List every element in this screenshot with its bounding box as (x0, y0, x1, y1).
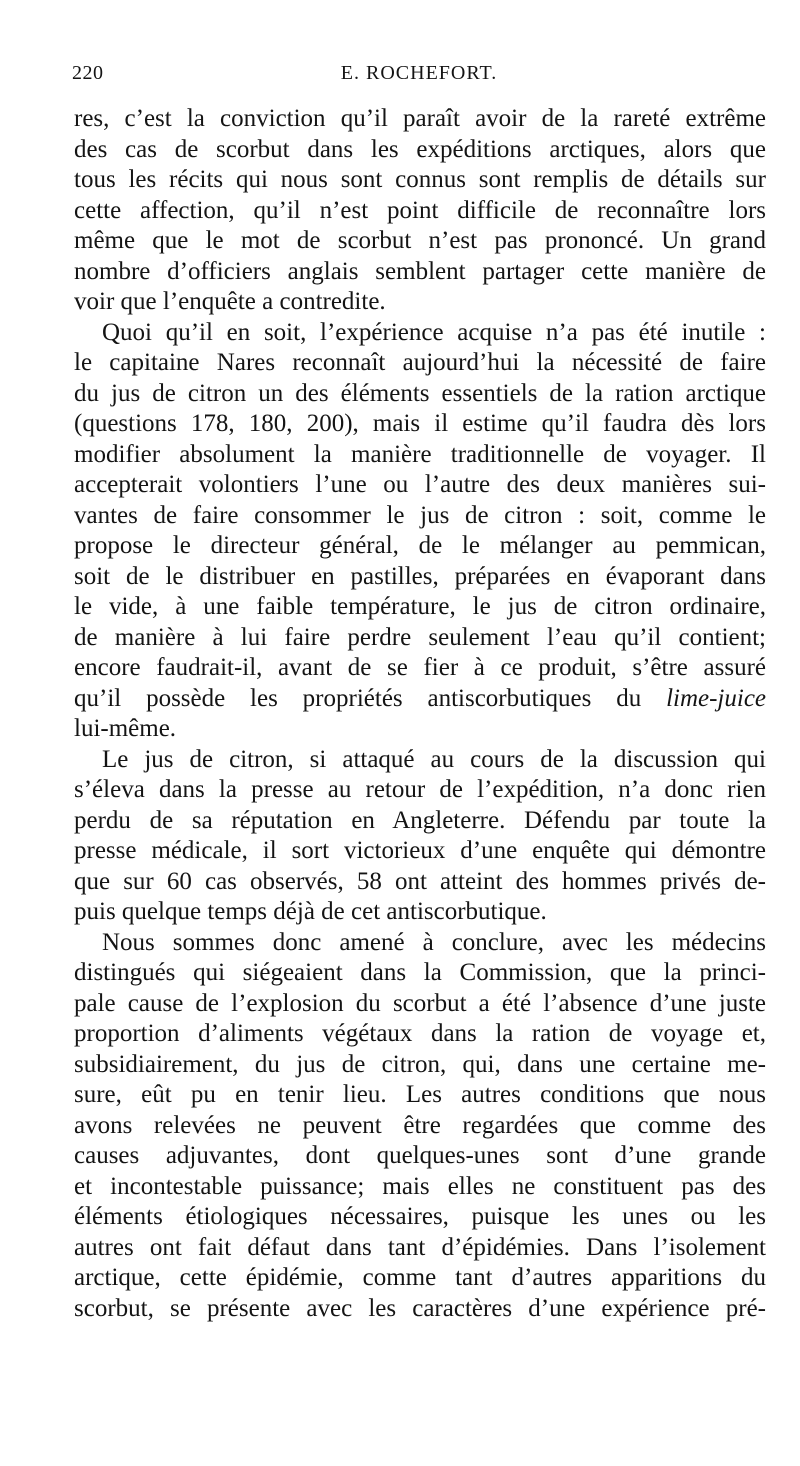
text-line: proportion d’aliments végétaux dans la ration de voyage et, (74, 1020, 766, 1047)
text-line: du jus de citron un des éléments essentiels de la ration arctique (74, 379, 766, 407)
text-line: puis quelque temps déjà de cet antiscorbutique. (74, 898, 547, 925)
text-line: perdu de sa réputation en Angleterre. Défendu par toute la (74, 806, 766, 834)
text-line: soit de le distribuer en pastilles, préparées en évaporant dans (74, 562, 766, 590)
text-line: s’éleva dans la presse au retour de l’expédition, n’a donc rien (74, 776, 766, 803)
page-number: 220 (72, 62, 104, 84)
text-line: de manière à lui faire perdre seulement l’eau qu’il contient; (74, 623, 766, 651)
text-line: lui-même. (74, 715, 177, 742)
text-line: (questions 178, 180, 200), mais il estime qu’il faudra dès lors (74, 410, 766, 437)
text-line: vantes de faire consommer le jus de citron : soit, comme le (74, 501, 766, 529)
text-line-with-emphasis (74, 684, 766, 715)
text-line: accepterait volontiers l’une ou l’autre des deux manières sui- (74, 471, 766, 498)
text-line: et incontestable puissance; mais elles ne constituent pas des (74, 1172, 766, 1200)
text-line: scorbut, se présente avec les caractères d’une expérience pré- (74, 1294, 766, 1322)
text-line: le vide, à une faible température, le jus de citron ordinaire, (74, 593, 766, 620)
text-line: que sur 60 cas observés, 58 ont atteint des hommes privés de- (74, 867, 766, 895)
text-line: modifier absolument la manière traditionnelle de voyager. Il (74, 440, 766, 468)
text-line: causes adjuvantes, dont quelques-unes sont d’une grande (74, 1142, 766, 1169)
text-line: propose le directeur général, de le mélanger au pemmican, (74, 532, 766, 559)
text-line: encore faudrait-il, avant de se fier à ce produit, s’être assuré (74, 654, 766, 681)
paragraph-start-line: Nous sommes donc amené à conclure, avec les médecins (102, 928, 766, 956)
text-line: presse médicale, il sort victorieux d’une enquête qui démontre (74, 837, 766, 864)
text-line: avons relevées ne peuvent être regardées que comme des (74, 1111, 766, 1139)
lime-juice-emphasis: lime-juice (666, 684, 766, 712)
text-line: le capitaine Nares reconnaît aujourd’hui la nécessité de faire (74, 349, 766, 376)
text-line: tous les récits qui nous sont connus sont remplis de détails sur (74, 166, 766, 193)
text-line: même que le mot de scorbut n’est pas prononcé. Un grand (74, 227, 766, 254)
text-line: cette affection, qu’il n’est point difficile de reconnaître lors (74, 196, 766, 224)
paragraph-start-line: Quoi qu’il en soit, l’expérience acquise n’a pas été inutile : (102, 318, 766, 346)
text-line: sure, eût pu en tenir lieu. Les autres conditions que nous (74, 1081, 766, 1108)
text-line: éléments étiologiques nécessaires, puisque les unes ou les (74, 1203, 766, 1230)
page-header (72, 62, 766, 92)
text-line: distingués qui siégeaient dans la Commission, que la princi- (74, 959, 766, 986)
text-line: nombre d’officiers anglais semblent partager cette manière de (74, 257, 766, 285)
text-line-part: qu’il possède les propriétés antiscorbutiques du (74, 684, 642, 712)
text-line: pale cause de l’explosion du scorbut a été l’absence d’une juste (74, 989, 766, 1017)
text-line: autres ont fait défaut dans tant d’épidémies. Dans l’isolement (74, 1233, 766, 1261)
text-line: des cas de scorbut dans les expéditions arctiques, alors que (74, 135, 766, 163)
text-line: arctique, cette épidémie, comme tant d’autres apparitions du (74, 1264, 766, 1291)
text-line: res, c’est la conviction qu’il paraît avoir de la rareté extrême (74, 105, 766, 132)
text-line: subsidiairement, du jus de citron, qui, dans une certaine me- (74, 1050, 766, 1078)
running-head: E. ROCHEFORT. (340, 62, 498, 84)
body-text (74, 104, 766, 1324)
paragraph-start-line: Le jus de citron, si attaqué au cours de la discussion qui (102, 745, 766, 773)
text-line: voir que l’enquête a contredite. (74, 288, 386, 315)
